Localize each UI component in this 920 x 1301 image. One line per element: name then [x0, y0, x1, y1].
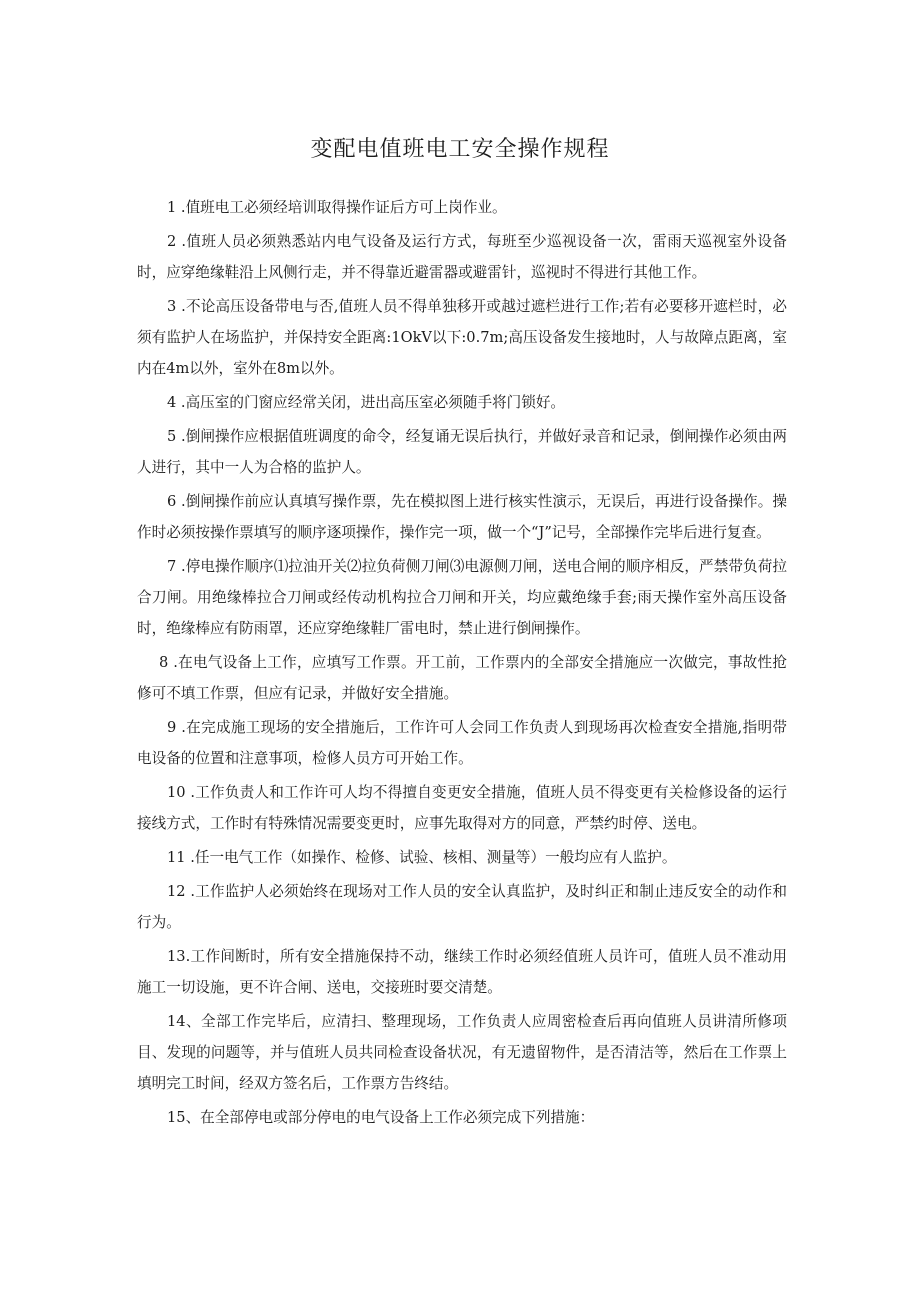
document-body: [137, 192, 787, 1136]
paragraph-3: 3 .不论高压设备带电与否,值班人员不得单独移开或越过遮栏进行工作;若有必要移开遮栏时，必须有监护人在场监护，并保持安全距离:1OkV以下:0.7m;高压设备发生接地时，人与故障点距离，室内在4m以外，室外在8m以外。: [137, 298, 787, 377]
paragraph-8: 8 .在电气设备上工作，应填写工作票。开工前，工作票内的全部安全措施应一次做完，事故性抢修可不填工作票，但应有记录，并做好安全措施。: [137, 654, 787, 702]
paragraph-2: 2 .值班人员必须熟悉站内电气设备及运行方式，每班至少巡视设备一次，雷雨天巡视室外设备时，应穿绝缘鞋沿上风侧行走，并不得靠近避雷器或避雷针，巡视时不得进行其他工作。: [137, 233, 787, 281]
paragraph-13: 13.工作间断时，所有安全措施保持不动，继续工作时必须经值班人员许可，值班人员不准动用施工一切设施，更不许合闸、送电，交接班时要交清楚。: [137, 948, 787, 996]
paragraph-7: 7 .停电操作顺序⑴拉油开关⑵拉负荷侧刀闸⑶电源侧刀闸，送电合闸的顺序相反，严禁带负荷拉合刀闸。用绝缘棒拉合刀闸或经传动机构拉合刀闸和开关，均应戴绝缘手套;雨天操作室外高压设备时，绝缘棒应有防雨罩，还应穿绝缘鞋厂雷电时，禁止进行倒闸操作。: [137, 558, 787, 637]
paragraph-4: 4 .高压室的门窗应经常关闭，进出高压室必须随手将门锁好。: [167, 394, 566, 411]
paragraph-9: 9 .在完成施工现场的安全措施后，工作许可人会同工作负责人到现场再次检查安全措施,指明带电设备的位置和注意事项，检修人员方可开始工作。: [137, 719, 787, 767]
paragraph-12: 12 .工作监护人必须始终在现场对工作人员的安全认真监护，及时纠正和制止违反安全的动作和行为。: [137, 883, 787, 931]
paragraph-14: 14、全部工作完毕后，应清扫、整理现场，工作负责人应周密检查后再向值班人员讲清所修项目、发现的问题等，并与值班人员共同检查设备状况，有无遗留物件，是否清洁等，然后在工作票上填明完工时间，经双方签名后，工作票方告终结。: [137, 1013, 787, 1092]
document-title: 变配电值班电工安全操作规程: [310, 137, 610, 162]
paragraph-11: 11 .任一电气工作（如操作、检修、试验、核相、测量等）一般均应有人监护。: [167, 849, 677, 866]
paragraph-6: 6 .倒闸操作前应认真填写操作票，先在模拟图上进行核实性演示，无误后，再进行设备操作。操作时必须按操作票填写的顺序逐项操作，操作完一项，做一个“J”记号，全部操作完毕后进行复查。: [137, 493, 787, 541]
paragraph-10: 10 .工作负责人和工作许可人均不得擅自变更安全措施，值班人员不得变更有关检修设备的运行接线方式，工作时有特殊情况需要变更时，应事先取得对方的同意，严禁约时停、送电。: [137, 784, 787, 832]
paragraph-15: 15、在全部停电或部分停电的电气设备上工作必须完成下列措施：: [167, 1109, 595, 1126]
paragraph-1: 1 .值班电工必须经培训取得操作证后方可上岗作业。: [167, 199, 507, 216]
paragraph-5: 5 .倒闸操作应根据值班调度的命令，经复诵无误后执行，并做好录音和记录，倒闸操作必须由两人进行，其中一人为合格的监护人。: [137, 428, 787, 476]
